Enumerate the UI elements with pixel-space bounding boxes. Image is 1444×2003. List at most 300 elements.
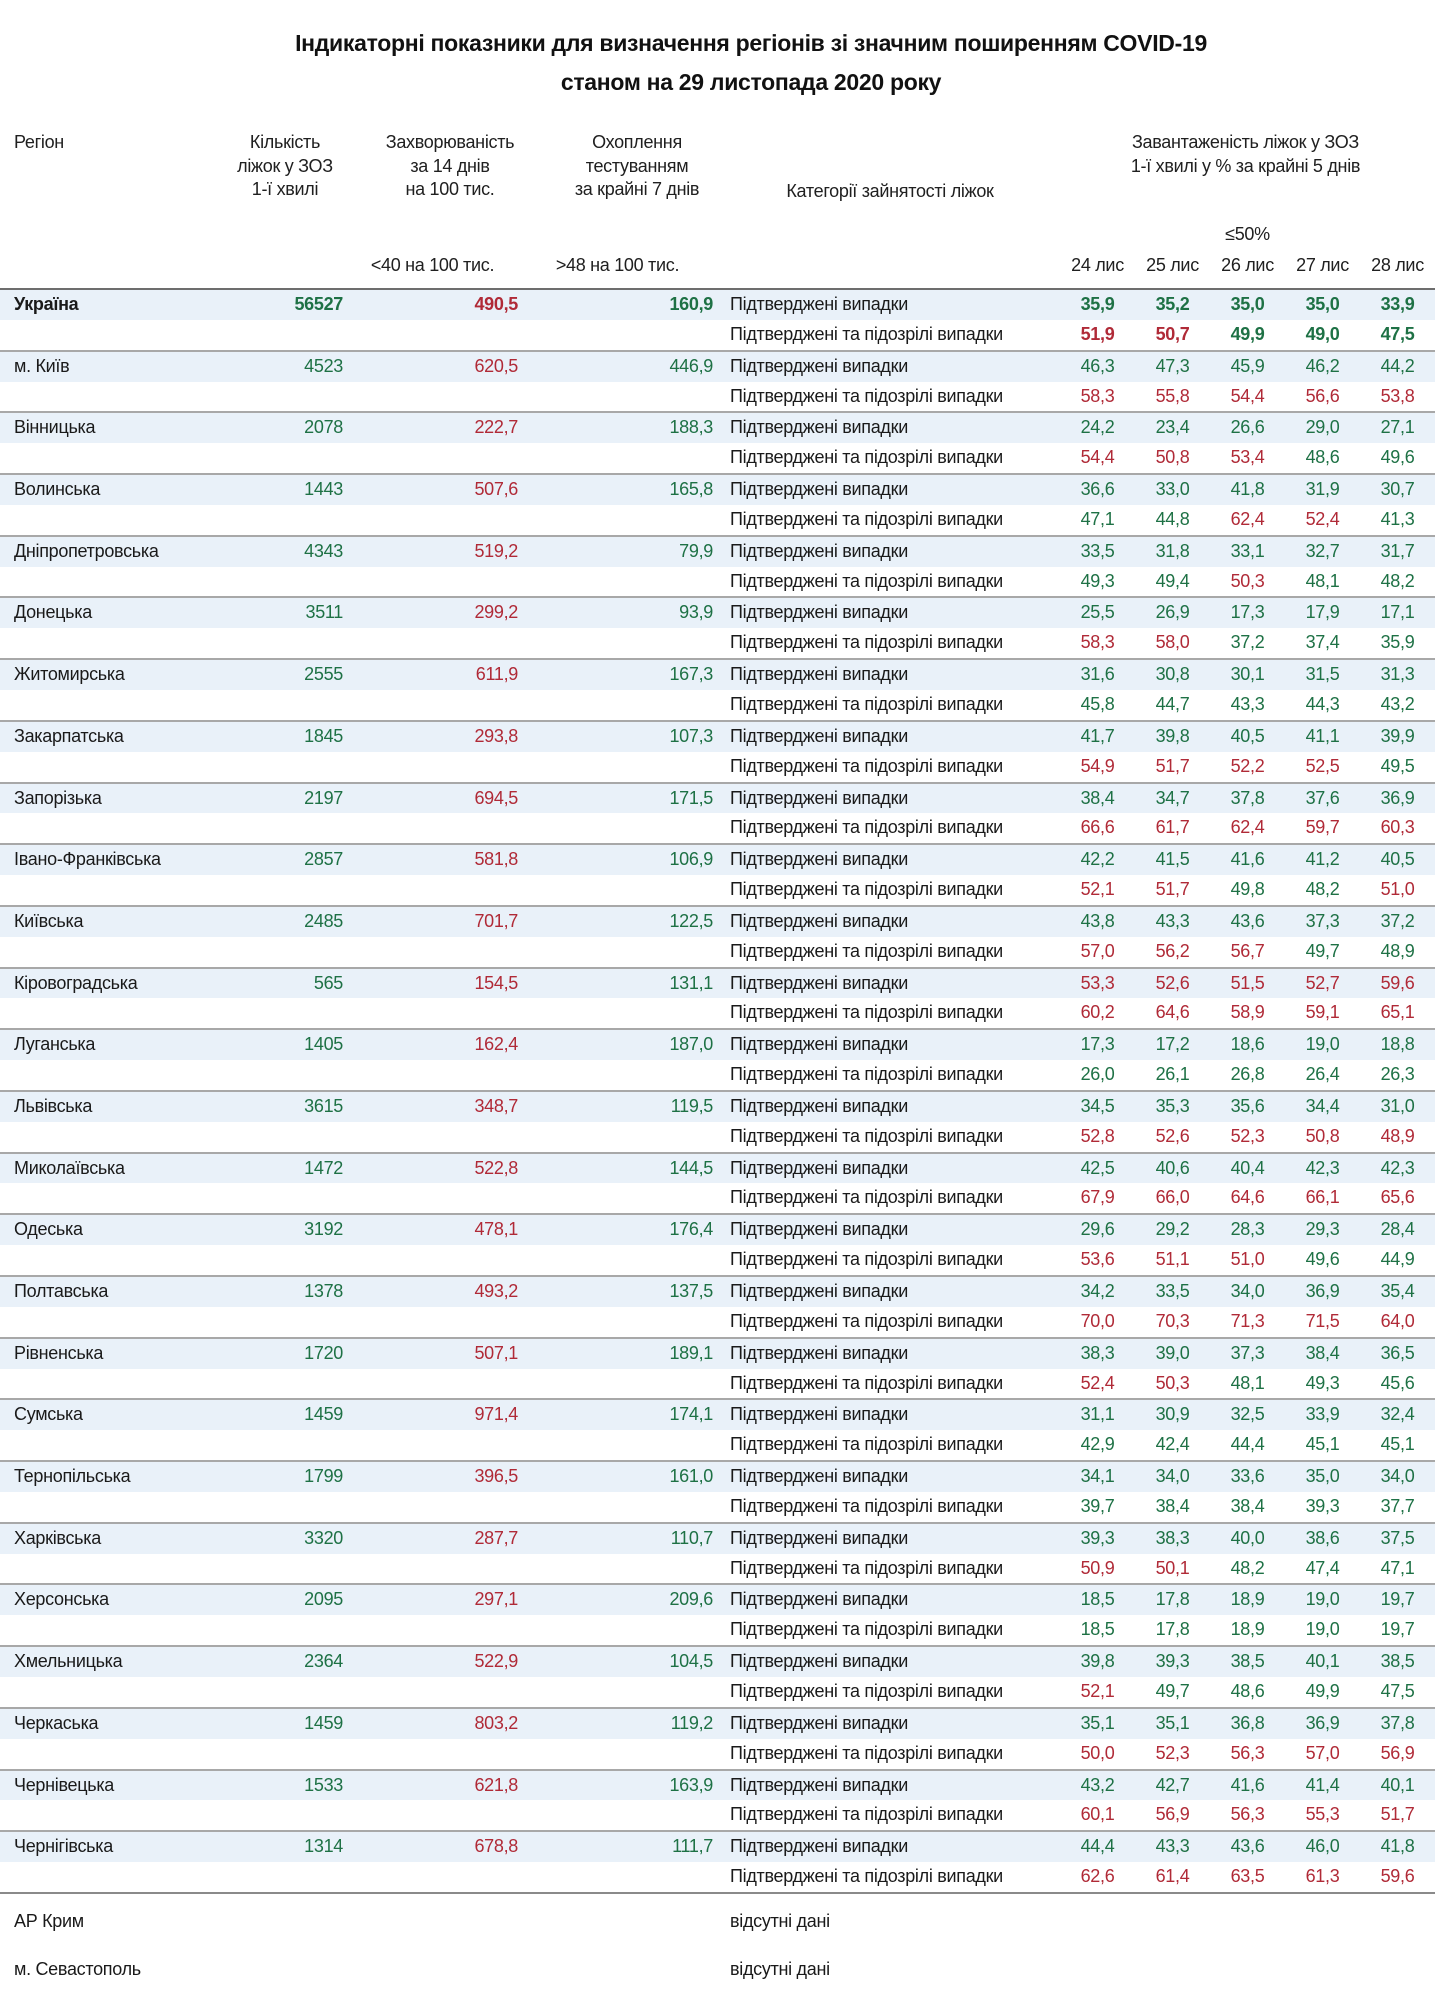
date-value-cell: 17,3 [1230, 602, 1265, 623]
date-value-cell: 59,7 [1305, 817, 1340, 838]
region-name-cell: Чернівецька [14, 1774, 114, 1795]
date-value-cell: 47,4 [1305, 1557, 1340, 1578]
date-value-cell: 50,9 [1080, 1557, 1115, 1578]
incidence-value: 154,5 [474, 972, 518, 993]
date-value-cell: 37,7 [1380, 1495, 1415, 1516]
date-value-cell: 29,0 [1305, 417, 1340, 438]
date-value-cell: 43,8 [1080, 910, 1115, 931]
date-value-cell: 49,7 [1305, 940, 1340, 961]
testing-value: 137,5 [669, 1281, 713, 1301]
testing-value: 187,0 [669, 1034, 713, 1055]
date-value-cell: 53,8 [1380, 385, 1415, 406]
column-header-incidence-line2: за 14 днів [410, 155, 490, 176]
region-name-cell: Луганська [14, 1034, 96, 1055]
empty-cell [345, 1122, 520, 1152]
date-value-cell: 39,3 [1080, 1527, 1115, 1548]
region-name-cell: Івано-Франківська [14, 849, 161, 870]
date-value-cell: 51,0 [1230, 1249, 1265, 1270]
date-value-cell: 27,1 [1380, 417, 1415, 438]
date-value-cell: 40,5 [1380, 849, 1415, 870]
region-block [0, 967, 1435, 1029]
region-name-cell: Львівська [14, 1095, 93, 1116]
date-value-cell: 26,0 [1080, 1064, 1115, 1085]
empty-cell [200, 1245, 345, 1275]
region-block [0, 535, 1435, 597]
date-value-cell: 55,3 [1305, 1804, 1340, 1825]
date-value-cell: 40,1 [1380, 1774, 1415, 1795]
region-name-cell: Харківська [14, 1527, 101, 1548]
date-column-label: 27 лис [1296, 255, 1349, 275]
beds-value: 2857 [304, 849, 343, 870]
beds-value: 3615 [304, 1095, 343, 1116]
category-label: Підтверджені та підозрілі випадки [730, 632, 1003, 653]
table-row [0, 1307, 1435, 1337]
empty-cell [200, 628, 345, 658]
empty-cell [520, 505, 715, 535]
empty-cell [0, 1739, 200, 1769]
empty-cell [520, 1615, 715, 1645]
region-block [0, 1090, 1435, 1152]
date-value-cell: 38,5 [1230, 1651, 1265, 1672]
column-header-occupancy [1047, 131, 1444, 178]
beds-value: 2197 [304, 787, 343, 808]
category-label: Підтверджені та підозрілі випадки [730, 1002, 1003, 1023]
date-value-cell: 51,0 [1380, 879, 1415, 900]
empty-cell [200, 1492, 345, 1522]
date-value-cell: 62,6 [1080, 1866, 1115, 1887]
testing-value: 106,9 [669, 849, 713, 870]
date-value-cell: 52,4 [1305, 508, 1340, 529]
date-value-cell: 26,8 [1230, 1064, 1265, 1085]
date-value-cell: 32,4 [1380, 1404, 1415, 1425]
table-row [0, 1647, 1435, 1677]
empty-cell [520, 382, 715, 412]
empty-cell [0, 1430, 200, 1460]
date-value-cell: 40,1 [1305, 1651, 1340, 1672]
category-label: Підтверджені випадки [730, 1466, 908, 1487]
table-row [0, 752, 1435, 782]
region-block [0, 473, 1435, 535]
date-value-cell: 45,8 [1080, 693, 1115, 714]
category-label: Підтверджені та підозрілі випадки [730, 1680, 1003, 1701]
category-label: Підтверджені випадки [730, 417, 908, 438]
date-value-cell: 25,5 [1080, 602, 1115, 623]
category-label: Підтверджені випадки [730, 602, 908, 623]
empty-cell [345, 628, 520, 658]
region-name-cell: Донецька [14, 602, 92, 623]
region-name-cell: Рівненська [14, 1342, 104, 1363]
column-header-beds-line1: Кількість [249, 132, 321, 152]
region-name-cell: Херсонська [14, 1589, 109, 1610]
date-value-cell: 41,7 [1080, 725, 1115, 746]
date-value-cell: 31,6 [1080, 664, 1115, 685]
empty-cell [0, 937, 200, 967]
date-value-cell: 41,3 [1380, 508, 1415, 529]
date-value-cell: 19,0 [1305, 1034, 1340, 1055]
date-value-cell: 38,5 [1380, 1651, 1415, 1672]
empty-cell [200, 752, 345, 782]
date-value-cell: 41,6 [1230, 1774, 1265, 1795]
beds-value: 3511 [305, 602, 343, 623]
date-value-cell: 51,9 [1080, 323, 1115, 344]
table-row [0, 1677, 1435, 1707]
date-value-cell: 32,7 [1305, 540, 1340, 561]
date-value-cell: 17,1 [1380, 602, 1415, 623]
date-value-cell: 41,6 [1230, 849, 1265, 870]
empty-cell [0, 1307, 200, 1337]
date-value-cell: 43,2 [1380, 693, 1415, 714]
empty-cell [0, 690, 200, 720]
column-header-testing-line2: тестуванням [585, 155, 689, 176]
empty-cell [200, 1739, 345, 1769]
date-value-cell: 17,8 [1155, 1589, 1190, 1610]
empty-cell [200, 1677, 345, 1707]
incidence-value: 522,8 [474, 1157, 518, 1178]
table-row [0, 1122, 1435, 1152]
category-label: Підтверджені та підозрілі випадки [730, 1249, 1003, 1270]
table-row [0, 382, 1435, 412]
empty-cell [345, 382, 520, 412]
date-value-cell: 35,0 [1305, 294, 1340, 314]
testing-threshold-label: >48 на 100 тис. [555, 255, 680, 275]
date-value-cell: 41,5 [1155, 849, 1190, 870]
date-value-cell: 51,5 [1230, 972, 1265, 993]
date-value-cell: 45,9 [1230, 355, 1265, 376]
category-label: Підтверджені та підозрілі випадки [730, 570, 1003, 591]
date-value-cell: 34,2 [1080, 1281, 1115, 1301]
date-value-cell: 30,9 [1155, 1404, 1190, 1425]
region-block [0, 596, 1435, 658]
testing-value: 171,5 [669, 787, 713, 808]
date-value-cell: 33,5 [1155, 1281, 1190, 1301]
date-value-cell: 48,2 [1380, 570, 1415, 591]
beds-value: 1799 [304, 1466, 343, 1487]
table-row [0, 628, 1435, 658]
date-value-cell: 28,3 [1230, 1219, 1265, 1240]
incidence-value: 297,1 [474, 1589, 518, 1610]
no-data-rows [0, 1899, 1435, 1992]
category-label: Підтверджені та підозрілі випадки [730, 385, 1003, 406]
date-value-cell: 56,9 [1155, 1804, 1190, 1825]
region-name-cell: Вінницька [14, 417, 96, 438]
date-value-cell: 17,2 [1155, 1034, 1190, 1055]
empty-cell [0, 813, 200, 843]
date-value-cell: 52,5 [1305, 755, 1340, 776]
date-value-cell: 55,8 [1155, 385, 1190, 406]
category-label: Підтверджені та підозрілі випадки [730, 1866, 1003, 1887]
date-value-cell: 37,8 [1230, 787, 1265, 808]
date-value-cell: 37,4 [1305, 632, 1340, 653]
date-value-cell: 36,8 [1230, 1712, 1265, 1733]
date-value-cell: 35,4 [1380, 1281, 1415, 1301]
category-label: Підтверджені та підозрілі випадки [730, 323, 1003, 344]
date-value-cell: 57,0 [1305, 1742, 1340, 1763]
empty-cell [200, 320, 345, 350]
subheader-row [0, 251, 1435, 279]
category-label: Підтверджені та підозрілі випадки [730, 1434, 1003, 1455]
table-row [0, 1245, 1435, 1275]
empty-cell [345, 1245, 520, 1275]
region-block [0, 1152, 1435, 1214]
date-value-cell: 30,1 [1230, 664, 1265, 685]
category-label: Підтверджені та підозрілі випадки [730, 1125, 1003, 1146]
table-row [0, 290, 1435, 320]
testing-value: 79,9 [679, 540, 713, 561]
date-value-cell: 48,1 [1305, 570, 1340, 591]
date-value-cell: 33,9 [1305, 1404, 1340, 1425]
date-value-cell: 43,3 [1155, 910, 1190, 931]
date-value-cell: 31,0 [1380, 1095, 1415, 1116]
empty-cell [200, 1369, 345, 1399]
date-value-cell: 39,3 [1155, 1651, 1190, 1672]
empty-cell [345, 1060, 520, 1090]
beds-value: 1533 [304, 1774, 343, 1795]
no-data-row [0, 1899, 1435, 1944]
empty-cell [0, 1615, 200, 1645]
date-value-cell: 18,9 [1230, 1589, 1265, 1610]
date-value-cell: 48,9 [1380, 940, 1415, 961]
table-row [0, 352, 1435, 382]
date-value-cell: 49,4 [1155, 570, 1190, 591]
category-label: Підтверджені випадки [730, 1404, 908, 1425]
region-name-cell: Сумська [14, 1404, 83, 1425]
region-block [0, 720, 1435, 782]
date-value-cell: 29,2 [1155, 1219, 1190, 1240]
date-value-cell: 47,1 [1080, 508, 1115, 529]
empty-cell [0, 251, 200, 279]
incidence-value: 803,2 [474, 1712, 518, 1733]
empty-cell [0, 1122, 200, 1152]
date-value-cell: 38,6 [1305, 1527, 1340, 1548]
beds-value: 1720 [304, 1342, 343, 1363]
empty-cell [0, 1862, 200, 1892]
empty-cell [0, 505, 200, 535]
incidence-value: 478,1 [474, 1219, 518, 1240]
testing-value: 174,1 [669, 1404, 713, 1425]
empty-cell [520, 1739, 715, 1769]
table-row [0, 1092, 1435, 1122]
empty-cell [200, 1122, 345, 1152]
date-value-cell: 66,0 [1155, 1187, 1190, 1208]
date-value-cell: 52,7 [1305, 972, 1340, 993]
table-row [0, 1771, 1435, 1801]
date-value-cell: 50,0 [1080, 1742, 1115, 1763]
category-label: Підтверджені випадки [730, 1157, 908, 1178]
date-value-cell: 60,2 [1080, 1002, 1115, 1023]
empty-cell [0, 628, 200, 658]
date-value-cell: 66,6 [1080, 817, 1115, 838]
column-header-occupancy-line2: 1-ї хвилі у % за крайні 5 днів [1130, 155, 1361, 176]
date-value-cell: 61,4 [1155, 1866, 1190, 1887]
date-value-cell: 48,6 [1305, 447, 1340, 468]
date-value-cell: 53,6 [1080, 1249, 1115, 1270]
category-label: Підтверджені випадки [730, 849, 908, 870]
empty-cell [0, 1800, 200, 1830]
date-value-cell: 49,7 [1155, 1680, 1190, 1701]
incidence-value: 222,7 [474, 417, 518, 438]
date-value-cell: 49,8 [1230, 879, 1265, 900]
table-row [0, 1709, 1435, 1739]
category-label: Підтверджені та підозрілі випадки [730, 1064, 1003, 1085]
date-value-cell: 49,0 [1305, 323, 1340, 344]
testing-value: 119,2 [670, 1712, 713, 1733]
date-value-cell: 46,0 [1305, 1836, 1340, 1857]
testing-value: 446,9 [669, 355, 713, 376]
date-value-cell: 54,9 [1080, 755, 1115, 776]
date-value-cell: 38,3 [1080, 1342, 1115, 1363]
beds-value: 2095 [304, 1589, 343, 1610]
testing-value: 165,8 [669, 479, 713, 500]
empty-cell [345, 1307, 520, 1337]
date-value-cell: 51,7 [1380, 1804, 1415, 1825]
date-value-cell: 45,1 [1305, 1434, 1340, 1455]
date-value-cell: 26,3 [1380, 1064, 1415, 1085]
date-value-cell: 65,1 [1380, 1002, 1415, 1023]
date-value-cell: 33,6 [1230, 1466, 1265, 1487]
date-value-cell: 18,6 [1230, 1034, 1265, 1055]
empty-cell [200, 1183, 345, 1213]
column-header-category: Категорії зайнятості ліжок [786, 181, 994, 201]
date-value-cell: 18,9 [1230, 1619, 1265, 1640]
incidence-value: 507,6 [474, 479, 518, 500]
region-block [0, 905, 1435, 967]
region-name-cell: Полтавська [14, 1281, 109, 1301]
category-label: Підтверджені випадки [730, 664, 908, 685]
date-value-cell: 56,3 [1230, 1742, 1265, 1763]
table-row [0, 537, 1435, 567]
empty-cell [345, 752, 520, 782]
date-value-cell: 58,9 [1230, 1002, 1265, 1023]
category-label: Підтверджені випадки [730, 1281, 908, 1301]
beds-value: 2364 [304, 1651, 343, 1672]
empty-cell [715, 251, 1060, 279]
table-row [0, 784, 1435, 814]
date-column-label: 28 лис [1371, 255, 1424, 275]
empty-cell [520, 813, 715, 843]
date-value-cell: 39,7 [1080, 1495, 1115, 1516]
date-value-cell: 36,5 [1380, 1342, 1415, 1363]
date-value-cell: 56,9 [1380, 1742, 1415, 1763]
category-label: Підтверджені випадки [730, 787, 908, 808]
region-name-cell: Одеська [14, 1219, 83, 1240]
date-value-cell: 42,4 [1155, 1434, 1190, 1455]
incidence-value: 581,8 [474, 849, 518, 870]
empty-cell [345, 1677, 520, 1707]
page-title [0, 0, 1444, 102]
empty-cell [520, 1947, 715, 1992]
date-value-cell: 35,1 [1080, 1712, 1115, 1733]
table-row [0, 998, 1435, 1028]
date-value-cell: 40,4 [1230, 1157, 1265, 1178]
empty-cell [345, 1947, 520, 1992]
date-value-cell: 37,8 [1380, 1712, 1415, 1733]
date-value-cell: 49,9 [1305, 1680, 1340, 1701]
empty-cell [345, 1430, 520, 1460]
category-label: Підтверджені та підозрілі випадки [730, 755, 1003, 776]
empty-cell [200, 1899, 345, 1944]
date-value-cell: 63,5 [1230, 1866, 1265, 1887]
date-value-cell: 31,1 [1080, 1404, 1115, 1425]
date-value-cell: 41,2 [1305, 849, 1340, 870]
region-name-cell: Запорізька [14, 787, 102, 808]
empty-cell [345, 1899, 520, 1944]
category-label: Підтверджені та підозрілі випадки [730, 1495, 1003, 1516]
date-value-cell: 47,3 [1155, 355, 1190, 376]
date-value-cell: 43,3 [1230, 693, 1265, 714]
empty-cell [520, 752, 715, 782]
testing-value: 122,5 [669, 910, 713, 931]
date-value-cell: 35,1 [1155, 1712, 1190, 1733]
beds-value: 1459 [304, 1712, 343, 1733]
empty-cell [345, 567, 520, 597]
table-row [0, 1030, 1435, 1060]
region-block [0, 1707, 1435, 1769]
category-label: Підтверджені випадки [730, 1095, 908, 1116]
incidence-value: 507,1 [474, 1342, 518, 1363]
empty-cell [520, 998, 715, 1028]
table-row [0, 567, 1435, 597]
region-name-cell: Закарпатська [14, 725, 124, 746]
no-data-row [0, 1947, 1435, 1992]
table-row [0, 413, 1435, 443]
table-row [0, 1615, 1435, 1645]
date-value-cell: 26,4 [1305, 1064, 1340, 1085]
date-value-cell: 70,0 [1080, 1310, 1115, 1331]
table-row [0, 722, 1435, 752]
date-value-cell: 64,6 [1230, 1187, 1265, 1208]
category-label: Підтверджені та підозрілі випадки [730, 447, 1003, 468]
empty-cell [345, 998, 520, 1028]
date-value-cell: 62,4 [1230, 817, 1265, 838]
date-value-cell: 42,3 [1305, 1157, 1340, 1178]
table-row [0, 1585, 1435, 1615]
empty-cell [0, 1677, 200, 1707]
date-value-cell: 44,2 [1380, 355, 1415, 376]
date-value-cell: 33,9 [1380, 294, 1415, 314]
date-value-cell: 47,1 [1380, 1557, 1415, 1578]
date-value-cell: 37,2 [1380, 910, 1415, 931]
column-header-region: Регіон [14, 132, 64, 152]
date-column-label: 26 лис [1221, 255, 1274, 275]
category-label: Підтверджені та підозрілі випадки [730, 1557, 1003, 1578]
empty-cell [0, 752, 200, 782]
empty-cell [345, 505, 520, 535]
date-column-label: 25 лис [1146, 255, 1199, 275]
testing-value: 104,5 [669, 1651, 713, 1672]
date-value-cell: 19,0 [1305, 1589, 1340, 1610]
date-value-cell: 26,9 [1155, 602, 1190, 623]
date-value-cell: 43,6 [1230, 910, 1265, 931]
testing-value: 176,4 [669, 1219, 713, 1240]
date-value-cell: 51,7 [1155, 755, 1190, 776]
empty-cell [345, 690, 520, 720]
date-value-cell: 35,2 [1155, 294, 1190, 314]
table-row [0, 813, 1435, 843]
empty-cell [0, 1183, 200, 1213]
date-value-cell: 31,9 [1305, 479, 1340, 500]
date-value-cell: 29,6 [1080, 1219, 1115, 1240]
date-value-cell: 40,5 [1230, 725, 1265, 746]
beds-value: 2078 [304, 417, 343, 438]
category-label: Підтверджені та підозрілі випадки [730, 1804, 1003, 1825]
table-row [0, 875, 1435, 905]
table-body [0, 288, 1435, 1894]
empty-cell [345, 1183, 520, 1213]
empty-cell [200, 1615, 345, 1645]
date-value-cell: 53,4 [1230, 447, 1265, 468]
date-value-cell: 42,5 [1080, 1157, 1115, 1178]
date-value-cell: 37,3 [1230, 1342, 1265, 1363]
